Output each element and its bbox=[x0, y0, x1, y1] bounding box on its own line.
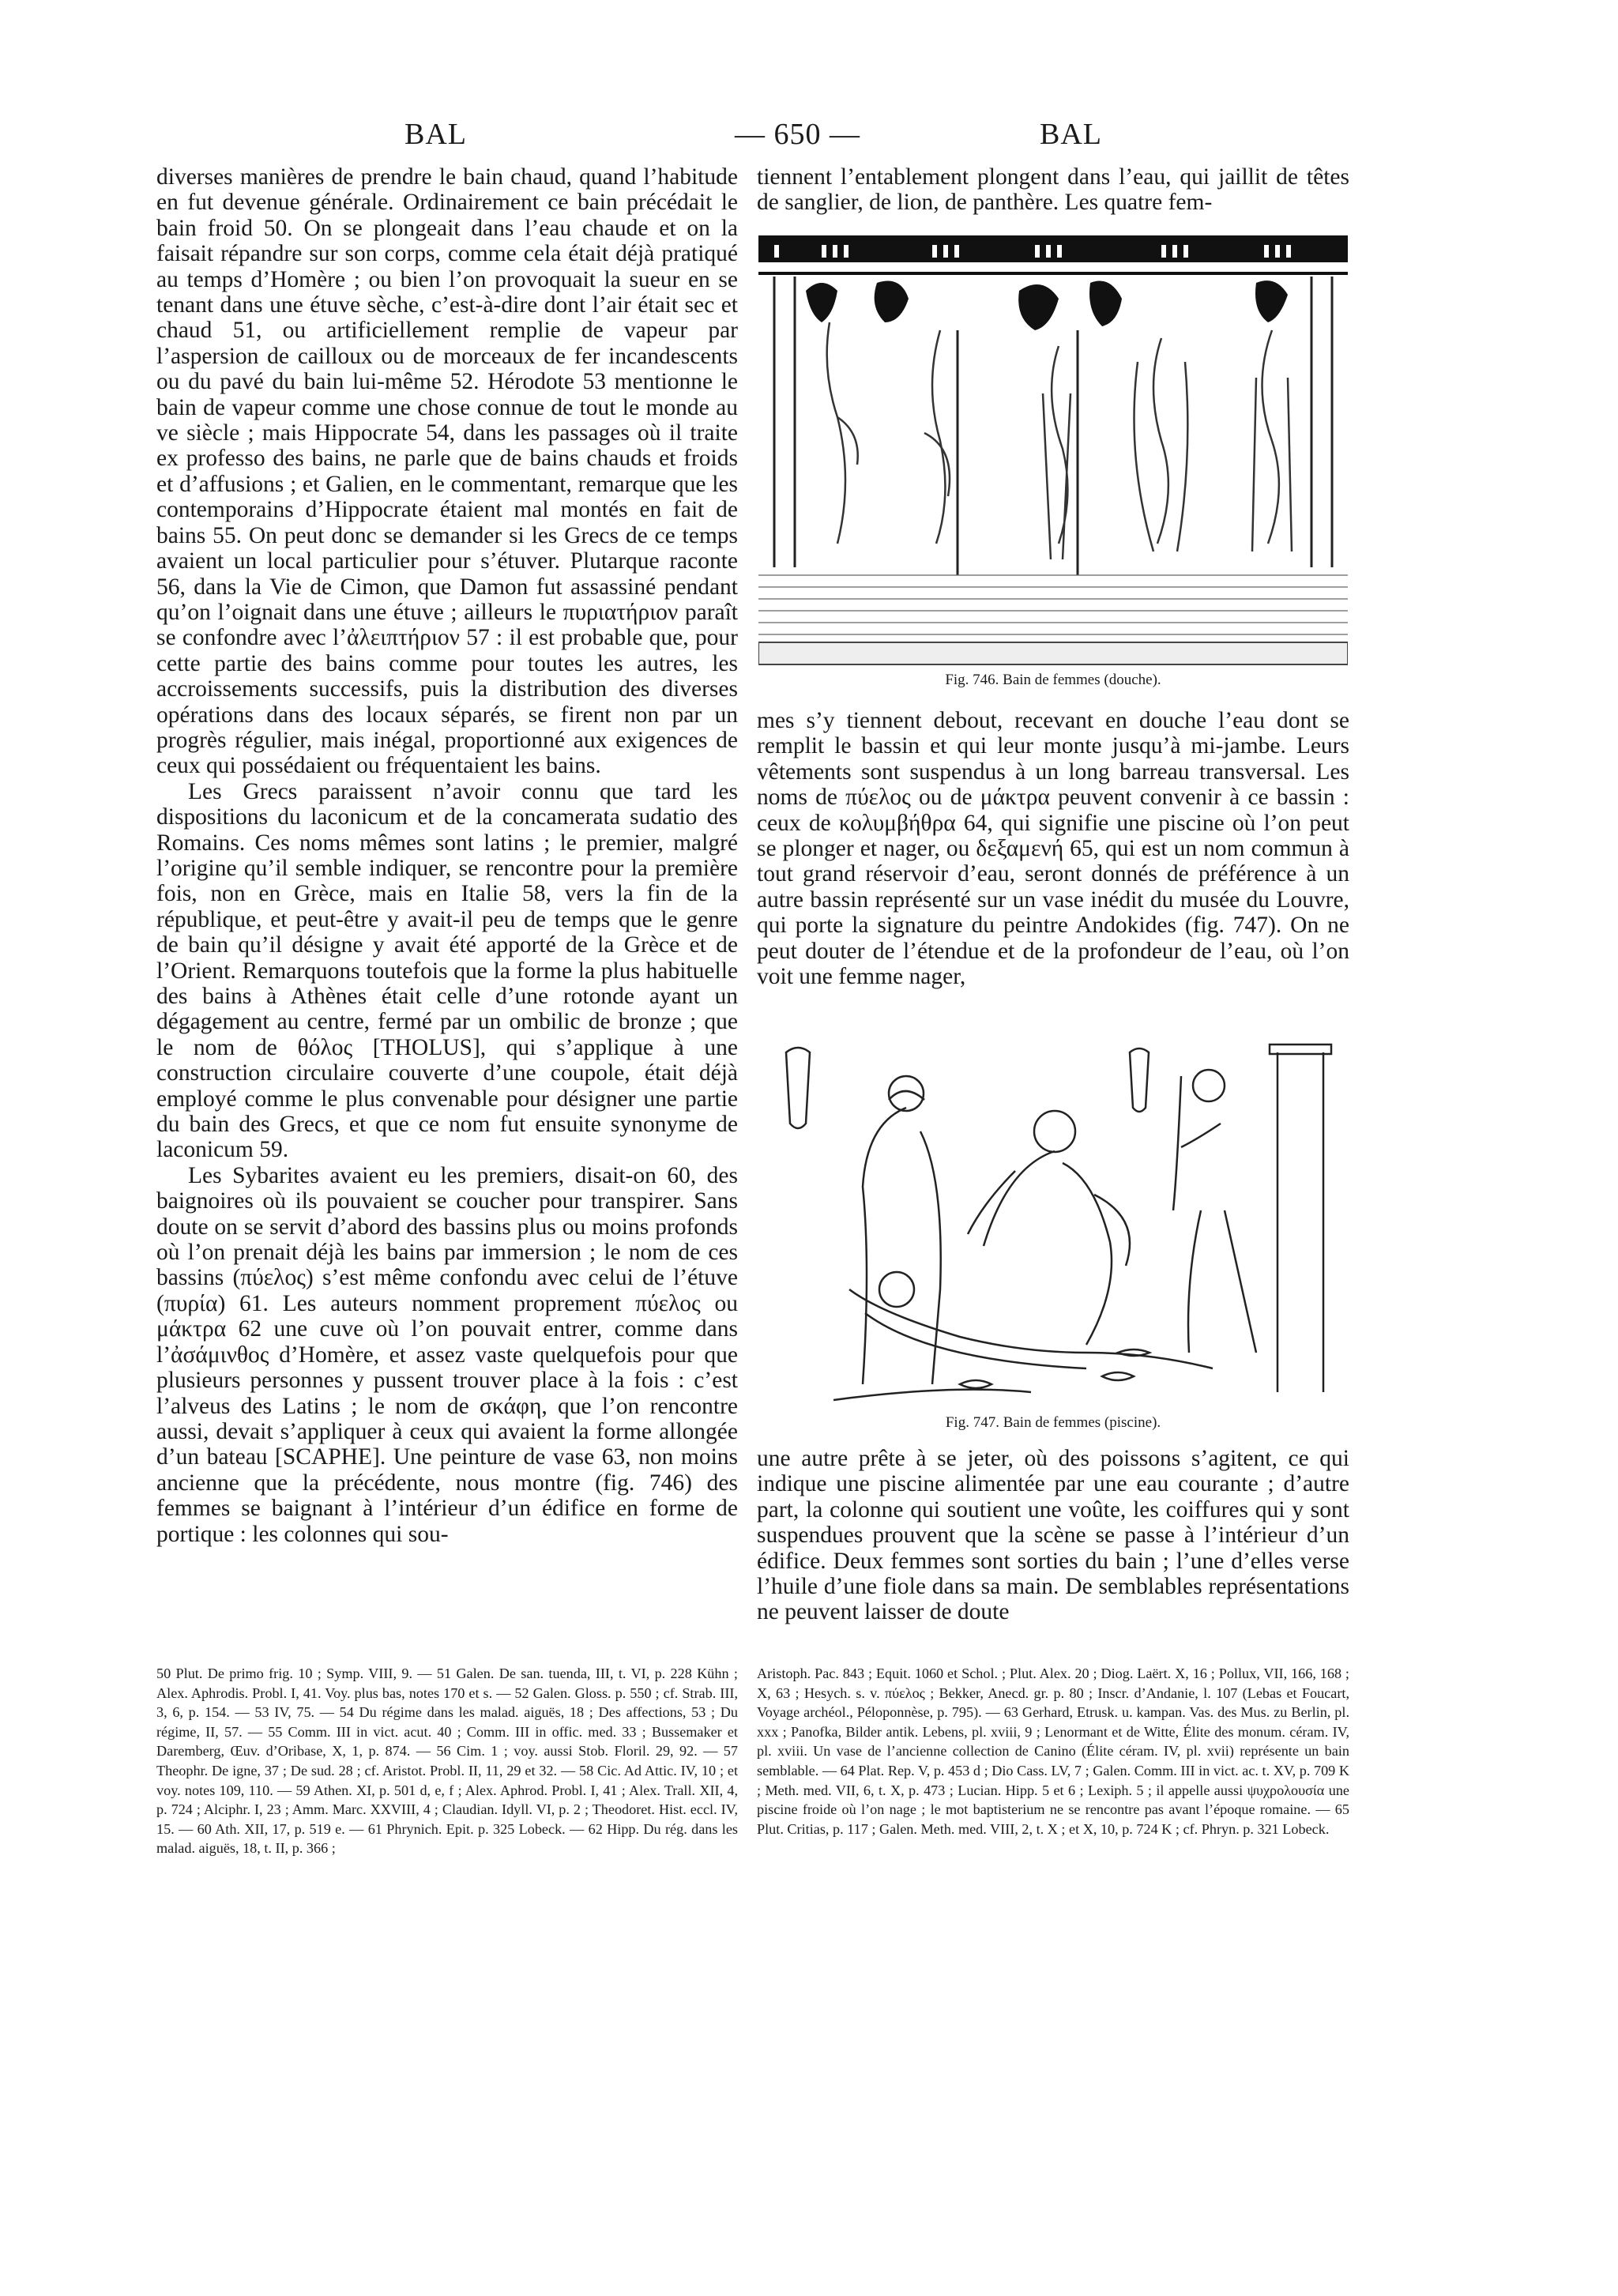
footnotes-left bbox=[156, 1664, 738, 1858]
paragraph-3: Les Sybarites avaient eu les premiers, disait-on 60, des baignoires où ils pouvaient se coucher pour transpirer. Sans doute on se servit d’abord des bassins plus ou moins profonds où l’on prenait déjà les bains par immersion ; le nom de ces bassins (πύελος) s’est même confondu avec celui de l’étuve (πυρία) 61. Les auteurs nomment proprement πύελος ou μάκτρα 62 une cuve où l’on pouvait entrer, comme dans l’ἀσάμινθος d’Homère, et assez vaste quelquefois pour que plusieurs personnes y pussent trouver place à la fois : c’est l’alveus des Latins ; le nom de σκάφη, que l’on rencontre aussi, devait s’appliquer à ceux qui avaient la forme allongée d’un bateau [SCAPHE]. Une peinture de vase 63, non moins ancienne que la précédente, nous montre (fig. 746) des femmes se baignant à l’intérieur d’un édifice en forme de portique : les colonnes qui sou- bbox=[156, 1162, 738, 1547]
paragraph-2: Les Grecs paraissent n’avoir connu que tard les dispositions du laconicum et de la concamerata sudatio des Romains. Ces noms mêmes sont latins ; le premier, malgré l’origine qu’il semble indiquer, se rencontre pour la première fois, non en Grèce, mais en Italie 58, vers la fin de la république, et peut-être y avait-il peu de temps que le genre de bain qu’il désigne y avait été apporté de la Grèce et de l’Orient. Remarquons toutefois que la forme la plus habituelle des bains à Athènes était celle d’une rotonde ayant un dégagement au centre, fermé par un ombilic de bronze ; que le nom de θόλος [THOLUS], qui s’applique à une construction circulaire couverte d’une coupole, était déjà employé comme le plus convenable pour désigner une partie du bain des Grecs, et que ce nom fut ensuite synonyme de laconicum 59. bbox=[156, 778, 738, 1163]
running-head-left: BAL bbox=[404, 118, 467, 151]
figure-747-image bbox=[770, 1037, 1339, 1408]
footnotes-right bbox=[757, 1664, 1349, 1839]
running-head-right: BAL bbox=[1040, 118, 1102, 151]
right-column-top-text: tiennent l’entablement plongent dans l’eau, qui jaillit de têtes de sanglier, de lion, de panthère. Les quatre fem- bbox=[757, 164, 1349, 216]
page-number: — 650 — bbox=[735, 118, 860, 151]
paragraph-1: diverses manières de prendre le bain chaud, quand l’habitude en fut devenue générale. Ordinairement ce bain précédait le bain froid 50. On se plongeait dans l’eau chaude et on la faisait répandre sur son corps, comme cela était déjà pratiqué au temps d’Homère ; ou bien l’on provoquait la sueur en se tenant dans une étuve sèche, c’est-à-dire dont l’air était sec et chaud 51, ou artificiellement remplie de vapeur par l’aspersion de cailloux ou de morceaux de fer incandescents ou du pavé du bain lui-même 52. Hérodote 53 mentionne le bain de vapeur comme une chose connue de tout le monde au ve siècle ; mais Hippocrate 54, dans les passages où il traite ex professo des bains, ne parle que de bains chauds et froids et d’affusions ; et Galien, en le commentant, remarque que les contemporains d’Hippocrate étaient mal montés en fait de bains 55. On peut donc se demander si les Grecs de ce temps avaient un local particulier pour s’étuver. Plutarque raconte 56, dans la Vie de Cimon, que Damon fut assassiné pendant qu’on l’oignait dans une étuve ; ailleurs le πυριατήριον paraît se confondre avec l’ἀλειπτήριον 57 : il est probable que, pour cette partie des bains comme pour toutes les autres, les accroissements successifs, puis la distribution des diverses opérations dans des locaux séparés, se firent non par un progrès régulier, mais inégal, proportionné aux exigences de ceux qui possédaient ou fréquentaient les bains. bbox=[156, 164, 738, 779]
footnotes-right-text: Aristoph. Pac. 843 ; Equit. 1060 et Schol. ; Plut. Alex. 20 ; Diog. Laërt. X, 16 ; Pollux, VII, 166, 168 ; X, 63 ; Hesych. s. v. πύελος ; Bekker, Anecd. gr. p. 80 ; Inscr. d’Andanie, l. 107 (Lebas et Foucart, Voyage archéol., Péloponnèse, p. 795). — 63 Gerhard, Etrusk. u. kampan. Vas. des Mus. zu Berlin, pl. xxx ; Panofka, Bilder antik. Lebens, pl. xviii, 9 ; Lenormant et de Witte, Élite des monum. céram. IV, pl. xviii. Un vase de l’ancienne collection de Canino (Élite céram. IV, pl. xvii) représente un bain semblable. — 64 Plat. Rep. V, p. 453 d ; Dio Cass. LV, 7 ; Galen. Comm. III in vict. ac. t. XV, p. 709 K ; Meth. med. VII, 6, t. X, p. 473 ; Lucian. Hipp. 5 et 6 ; Lexiph. 5 ; il appelle aussi ψυχρολουσία une piscine froide où l’on nage ; le mot baptisterium ne se rencontre pas avant l’époque romaine. — 65 Plut. Critias, p. 117 ; Galen. Meth. med. VIII, 2, t. X ; et X, 10, p. 724 K ; cf. Phryn. p. 321 Lobeck. bbox=[757, 1666, 1349, 1837]
figure-746-image bbox=[758, 235, 1348, 665]
left-column bbox=[156, 164, 738, 1547]
right-column-middle-text: mes s’y tiennent debout, recevant en douche l’eau dont se remplit le bassin et qui leur monte jusqu’à mi-jambe. Leurs vêtements sont suspendus à un long barreau transversal. Les noms de πύελος ou de μάκτρα peuvent convenir à ce bassin : ceux de κολυμβήθρα 64, qui signifie une piscine où l’on peut se plonger et nager, ou δεξαμενή 65, qui est un nom commun à tout grand réservoir d’eau, seront donnés de préférence à un autre bassin représenté sur un vase inédit du musée du Louvre, qui porte la signature du peintre Andokides (fig. 747). On ne peut douter de l’étendue et de la profondeur de l’eau, où l’on voit une femme nager, bbox=[757, 708, 1349, 990]
figure-747-caption: Fig. 747. Bain de femmes (piscine). bbox=[945, 1414, 1161, 1431]
figure-746-caption: Fig. 746. Bain de femmes (douche). bbox=[945, 672, 1161, 688]
right-column-bottom-text: une autre prête à se jeter, où des poissons s’agitent, ce qui indique une piscine alimentée par une eau courante ; d’autre part, la colonne qui soutient une voûte, les coiffures qui y sont suspendues prouvent que la scène se passe à l’intérieur d’un édifice. Deux femmes sont sorties du bain ; l’une d’elles verse l’huile d’une fiole dans sa main. De semblables représentations ne peuvent laisser de doute bbox=[757, 1446, 1349, 1625]
footnotes-left-text: 50 Plut. De primo frig. 10 ; Symp. VIII, 9. — 51 Galen. De san. tuenda, III, t. VI, p. 228 Kühn ; Alex. Aphrodis. Probl. I, 41. Voy. plus bas, notes 170 et s. — 52 Galen. Gloss. p. 550 ; cf. Strab. III, 3, 6, p. 154. — 53 IV, 75. — 54 Du régime dans les malad. aiguës, 18 ; Des affections, 53 ; Du régime, II, 57. — 55 Comm. III in vict. acut. 40 ; Comm. III in offic. med. 33 ; Bussemaker et Daremberg, Œuv. d’Oribase, X, 1, p. 874. — 56 Cim. 1 ; voy. aussi Stob. Floril. 29, 92. — 57 Theophr. De igne, 37 ; De sud. 28 ; cf. Aristot. Probl. II, 11, 29 et 32. — 58 Cic. Ad Attic. IV, 10 ; et voy. notes 109, 110. — 59 Athen. XI, p. 501 d, e, f ; Alex. Aphrod. Probl. I, 41 ; Alex. Trall. XII, 4, p. 724 ; Alciphr. I, 23 ; Amm. Marc. XXVIII, 4 ; Claudian. Idyll. VI, p. 2 ; Theodoret. Hist. eccl. IV, 15. — 60 Ath. XII, 17, p. 519 e. — 61 Phrynich. Epit. p. 325 Lobeck. — 62 Hipp. Du rég. dans les malad. aiguës, 18, t. II, p. 366 ; bbox=[156, 1666, 738, 1857]
